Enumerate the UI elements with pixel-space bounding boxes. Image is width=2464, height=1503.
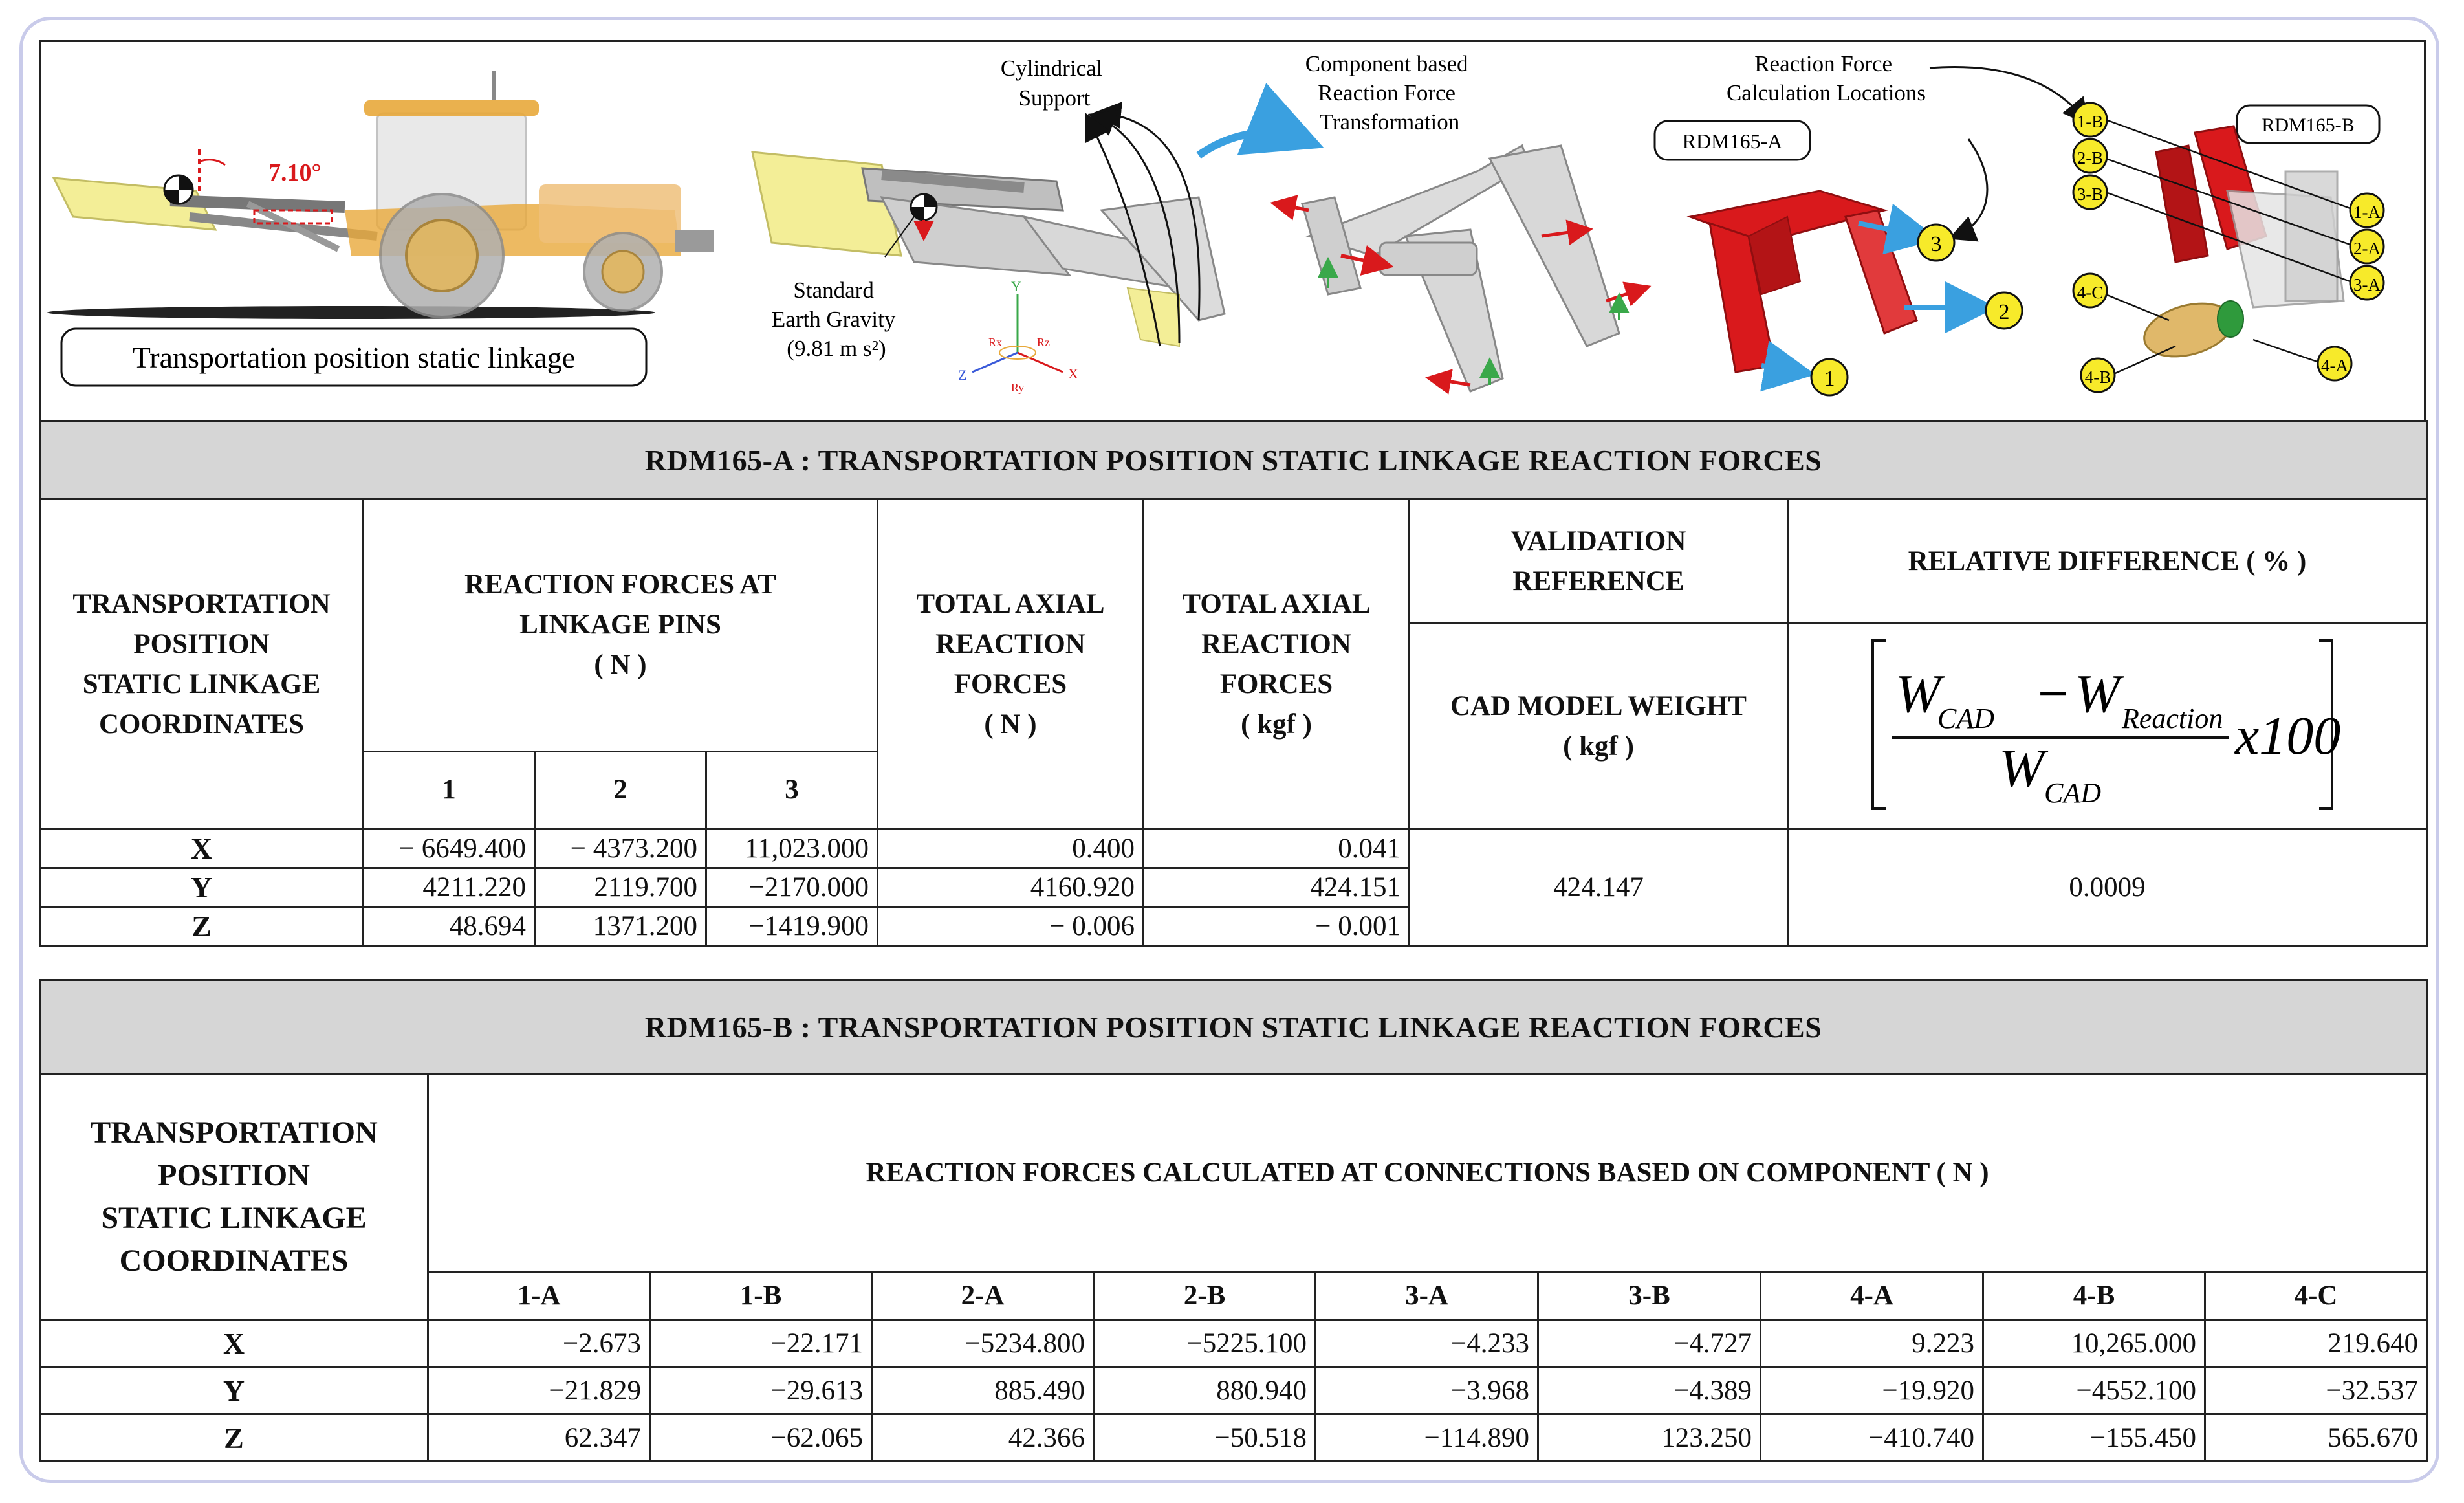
relative-difference-value: 0.0009: [1788, 829, 2427, 946]
callout-point-2: [1986, 292, 2022, 329]
column-header-3-a: 3-A: [1316, 1273, 1538, 1320]
table-cell: −50.518: [1094, 1414, 1316, 1462]
table-row: X − 6649.400 − 4373.200 11,023.000 0.400 0.041 424.147 0.0009: [40, 829, 2427, 868]
tractor-illustration: [47, 71, 714, 386]
svg-text:x100: x100: [2235, 706, 2341, 766]
linkage-model-illustration: [752, 56, 1225, 394]
column-header-2-a: 2-A: [872, 1273, 1094, 1320]
svg-text:−: −: [2038, 664, 2069, 724]
svg-text:1-A: 1-A: [2353, 203, 2381, 222]
pin-3-header: 3: [706, 751, 878, 829]
table-b-title: RDM165-B : TRANSPORTATION POSITION STATIC LINKAGE REACTION FORCES: [40, 980, 2427, 1074]
callout-point-2-a: [2350, 230, 2384, 263]
table-row: Z 48.694 1371.200 −1419.900 − 0.006 − 0.001: [40, 907, 2427, 946]
column-header-2-b: 2-B: [1094, 1273, 1316, 1320]
svg-text:X: X: [1068, 366, 1078, 382]
row-axis-label: Z: [40, 1414, 428, 1462]
column-header-4-b: 4-B: [1983, 1273, 2205, 1320]
table-cell: 880.940: [1094, 1367, 1316, 1414]
total-axial-n-header: TOTAL AXIAL REACTION FORCES ( N ): [878, 499, 1144, 829]
rdm165-a-illustration: [1655, 51, 2085, 395]
reaction-forces-header: REACTION FORCES AT LINKAGE PINS ( N ): [364, 499, 878, 752]
pin-2-header: 2: [535, 751, 706, 829]
rdm165-b-illustration: [2073, 103, 2384, 392]
table-cell: −114.890: [1316, 1414, 1538, 1462]
total-axial-kgf-header: TOTAL AXIAL REACTION FORCES ( kgf ): [1144, 499, 1410, 829]
table-cell: 9.223: [1761, 1320, 1983, 1367]
callout-point-3-b: [2073, 175, 2107, 209]
svg-text:RDM165-A: RDM165-A: [1682, 129, 1783, 153]
coord-header: TRANSPORTATION POSITION STATIC LINKAGE COORDINATES: [40, 499, 364, 829]
table-row: [40, 1320, 2427, 1367]
svg-text:W: W: [1895, 664, 1941, 724]
relative-difference-formula: [1788, 624, 2427, 829]
column-header-1-b: 1-B: [650, 1273, 872, 1320]
row-axis-label: X: [40, 1320, 428, 1367]
cylindrical-support-label: Cylindrical Support: [1000, 56, 1103, 111]
angle-label: 7.10°: [268, 159, 322, 186]
table-row: Y 4211.220 2119.700 −2170.000 4160.920 424.151: [40, 868, 2427, 907]
table-cell: −62.065: [650, 1414, 872, 1462]
svg-text:Reaction: Reaction: [2122, 703, 2223, 734]
svg-text:3-A: 3-A: [2353, 275, 2381, 294]
illustration-canvas: [41, 42, 2424, 420]
table-cell: −410.740: [1761, 1414, 1983, 1462]
table-cell: −4.727: [1538, 1320, 1761, 1367]
table-a-title: RDM165-A : TRANSPORTATION POSITION STATIC LINKAGE REACTION FORCES: [40, 421, 2427, 499]
table-rdm165-b: [39, 979, 2428, 1462]
table-cell: 62.347: [428, 1414, 650, 1462]
callout-point-1-b: [2073, 103, 2107, 137]
callout-point-4-b: [2081, 358, 2115, 392]
callout-point-3-a: [2350, 266, 2384, 300]
center-of-gravity-icon: [911, 194, 937, 220]
table-cell: −4.233: [1316, 1320, 1538, 1367]
component-transformation-illustration: [1276, 51, 1645, 391]
table-cell: −5225.100: [1094, 1320, 1316, 1367]
table-cell: −32.537: [2205, 1367, 2427, 1414]
column-header-3-b: 3-B: [1538, 1273, 1761, 1320]
svg-text:4-B: 4-B: [2084, 368, 2111, 387]
column-header-4-a: 4-A: [1761, 1273, 1983, 1320]
table-cell: −155.450: [1983, 1414, 2205, 1462]
svg-text:Y: Y: [1011, 278, 1021, 294]
coord-header: TRANSPORTATION POSITION STATIC LINKAGE COORDINATES: [40, 1074, 428, 1320]
svg-text:3-B: 3-B: [2077, 184, 2104, 204]
relative-difference-header: RELATIVE DIFFERENCE ( % ): [1788, 499, 2427, 624]
svg-text:2-A: 2-A: [2353, 239, 2381, 258]
svg-text:1: 1: [1824, 367, 1835, 391]
svg-text:Rx: Rx: [988, 336, 1003, 349]
table-row: [40, 1414, 2427, 1462]
table-cell: 565.670: [2205, 1414, 2427, 1462]
cad-model-weight-header: CAD MODEL WEIGHT ( kgf ): [1410, 624, 1788, 829]
svg-text:CAD: CAD: [2044, 777, 2101, 809]
table-row: [40, 1367, 2427, 1414]
table-cell: 885.490: [872, 1367, 1094, 1414]
table-cell: −21.829: [428, 1367, 650, 1414]
svg-text:1-B: 1-B: [2077, 112, 2104, 131]
table-cell: −2.673: [428, 1320, 650, 1367]
svg-text:2-B: 2-B: [2077, 148, 2104, 168]
callout-point-3: [1918, 225, 1954, 261]
table-cell: −29.613: [650, 1367, 872, 1414]
transformation-arrow: [1199, 133, 1302, 155]
table-cell: 10,265.000: [1983, 1320, 2205, 1367]
svg-text:Ry: Ry: [1011, 381, 1025, 394]
pin-1-header: 1: [364, 751, 535, 829]
table-cell: −4552.100: [1983, 1367, 2205, 1414]
table-rdm165-a: [39, 420, 2428, 947]
table-cell: −19.920: [1761, 1367, 1983, 1414]
column-header-4-c: 4-C: [2205, 1273, 2427, 1320]
callout-point-2-b: [2073, 139, 2107, 173]
caption-text: Transportation position static linkage: [132, 341, 576, 374]
row-axis-label: Y: [40, 1367, 428, 1414]
svg-text:Z: Z: [958, 367, 967, 383]
coordinate-axes-icon: [958, 278, 1078, 394]
gravity-label: Standard Earth Gravity (9.81 m s²): [771, 278, 896, 361]
svg-text:RDM165-B: RDM165-B: [2262, 115, 2355, 136]
callout-point-1-a: [2350, 193, 2384, 227]
svg-text:3: 3: [1930, 232, 1942, 256]
svg-text:2: 2: [1998, 300, 2010, 324]
validation-reference-header: VALIDATION REFERENCE: [1410, 499, 1788, 624]
transformation-label: Component based Reaction Force Transformation: [1305, 51, 1468, 135]
svg-text:W: W: [2075, 664, 2120, 724]
column-header-1-a: 1-A: [428, 1273, 650, 1320]
svg-text:Rz: Rz: [1037, 336, 1050, 349]
svg-text:4-C: 4-C: [2077, 283, 2104, 302]
table-cell: −4.389: [1538, 1367, 1761, 1414]
calc-locations-label: Reaction Force Calculation Locations: [1726, 51, 1926, 105]
svg-text:W: W: [1999, 738, 2044, 798]
table-cell: 123.250: [1538, 1414, 1761, 1462]
table-cell: −22.171: [650, 1320, 872, 1367]
callout-point-1: [1811, 359, 1848, 395]
callout-point-4-c: [2073, 274, 2107, 307]
table-cell: 219.640: [2205, 1320, 2427, 1367]
svg-text:4-A: 4-A: [2321, 356, 2348, 375]
table-cell: 42.366: [872, 1414, 1094, 1462]
table-cell: −3.968: [1316, 1367, 1538, 1414]
component-reaction-header: REACTION FORCES CALCULATED AT CONNECTIONS BASED ON COMPONENT ( N ): [428, 1074, 2427, 1273]
svg-text:CAD: CAD: [1937, 703, 1994, 734]
callout-point-4-a: [2318, 347, 2351, 380]
cad-weight-value: 424.147: [1410, 829, 1788, 946]
illustration-panel: [39, 40, 2426, 422]
table-cell: −5234.800: [872, 1320, 1094, 1367]
center-of-gravity-icon: [164, 175, 193, 204]
